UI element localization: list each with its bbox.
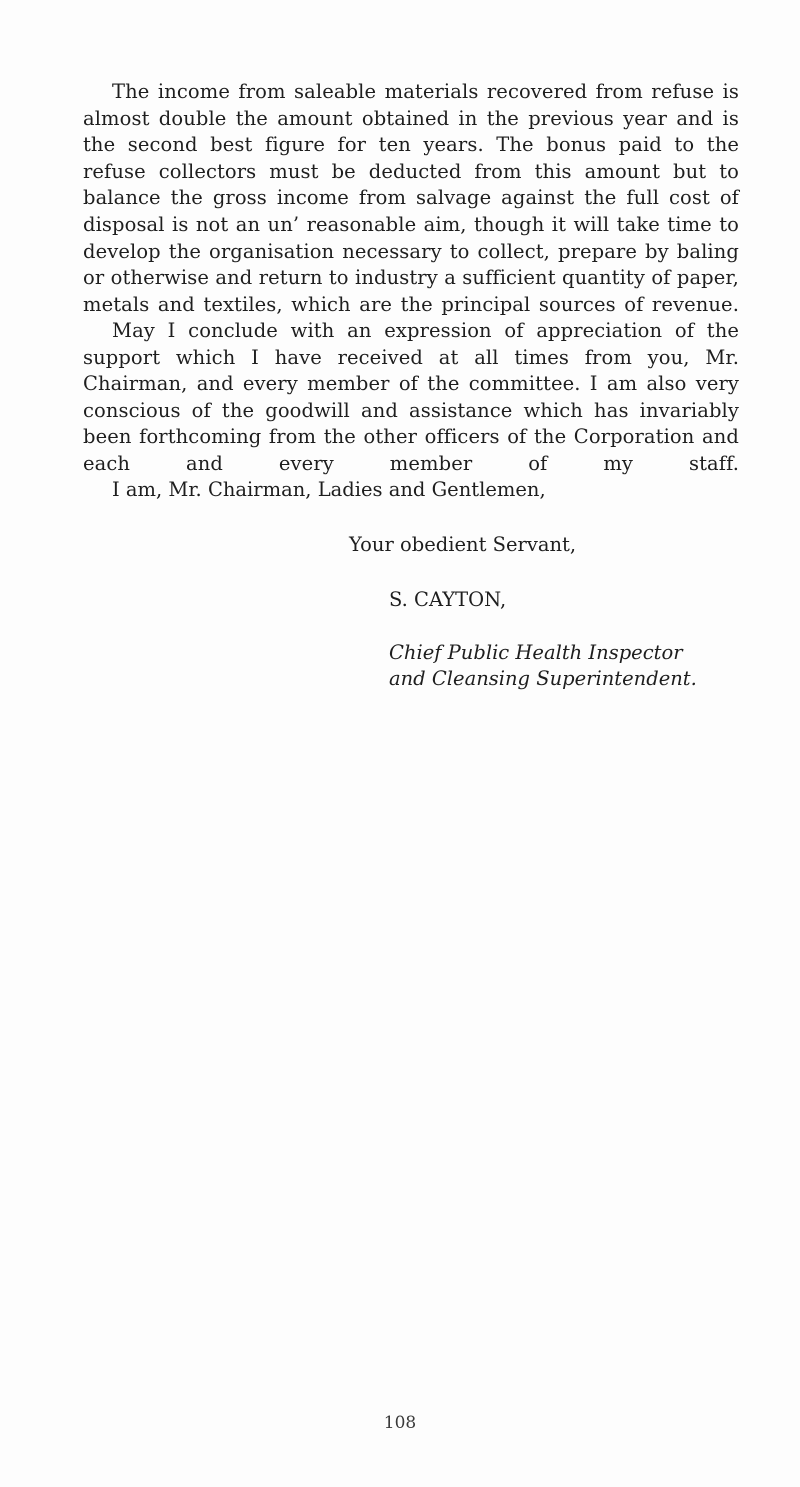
valediction: Your obedient Servant, [349, 533, 577, 556]
closing-line: I am, Mr. Chairman, Ladies and Gentlemen, [112, 478, 546, 501]
body-paragraph-salvage-income [83, 79, 739, 345]
signatory-title-line-1: Chief Public Health Inspector [389, 641, 683, 664]
signatory-name: S. CAYTON, [389, 588, 507, 611]
page-number: 108 [383, 1413, 417, 1433]
paragraph-text: May I conclude with an expression of appreciation of the support which I have received at all times from you, Mr. Chairman, and every member of the committee. I am also very conscious of the goodwill and assistance which has invariably been forthcoming from the other officers of the Corporation and each and every member of my staff. [83, 319, 739, 475]
signatory-title-line-2: and Cleansing Superintendent. [389, 667, 697, 690]
paragraph-text: The income from saleable materials recovered from refuse is almost double the amount obtained in the previous year and is the second best figure for ten years. The bonus paid to the refuse collectors must be deducted from this amount but to balance the gross income from salvage against the full cost of disposal is not an un’ reasonable aim, though it will take time to develop the organisation necessary to collect, prepare by baling or otherwise and return to industry a sufficient quantity of paper, metals and textiles, which are the principal sources of revenue. [83, 80, 739, 316]
